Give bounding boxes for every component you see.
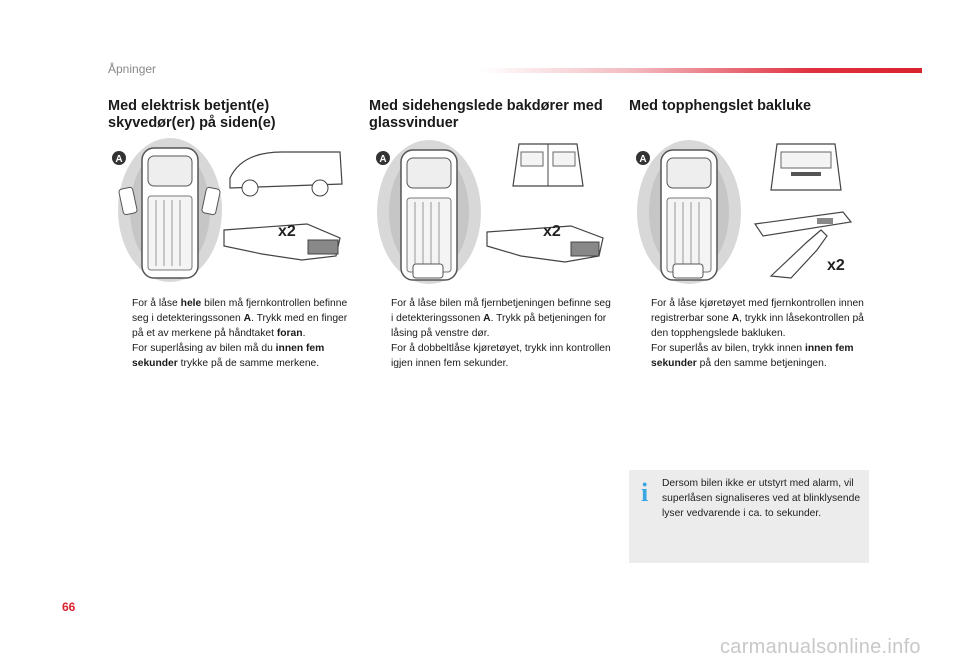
- page-number: 66: [62, 600, 76, 614]
- instruction-list: [631, 296, 871, 371]
- x2-label: x2: [827, 257, 845, 274]
- column-tailgate: [629, 98, 869, 115]
- zone-a-label: A: [115, 154, 123, 165]
- x2-label: x2: [543, 223, 561, 240]
- header-accent-bar: [480, 68, 922, 73]
- zone-a-label: A: [379, 154, 387, 165]
- column-sliding-doors: [108, 98, 348, 132]
- info-text: Dersom bilen ikke er utstyrt med alarm, vil superlåsen signaliseres ved at blinklysende lyser vedvarende i ca. to sekunder.: [662, 478, 861, 519]
- x2-label: x2: [278, 223, 296, 240]
- info-icon: i: [641, 478, 649, 507]
- list-item: For å låse hele bilen må fjernkontrollen befinne seg i detekteringssonen A. Trykk med en finger på et av merkene på håndtaket foran.: [132, 298, 348, 339]
- instruction-list: [112, 296, 352, 371]
- list-item: For superlås av bilen, trykk innen innen fem sekunder på den samme betjeningen.: [651, 343, 854, 369]
- info-box: [629, 470, 869, 563]
- zone-a-label: A: [639, 154, 647, 165]
- rear-doors-illustration: [371, 138, 611, 288]
- list-item: For å låse bilen må fjernbetjeningen befinne seg i detekteringssonen A. Trykk på betjeningen for låsing på venstre dør.: [391, 298, 611, 339]
- instruction-list: [371, 296, 611, 371]
- column-title: Med elektrisk betjent(e) skyvedør(er) på siden(e): [108, 98, 276, 131]
- sliding-door-illustration: [112, 138, 352, 288]
- column-rear-doors: [369, 98, 609, 132]
- column-title: Med sidehengslede bakdører med glassvinduer: [369, 98, 603, 131]
- list-item: For superlåsing av bilen må du innen fem sekunder trykke på de samme merkene.: [132, 343, 325, 369]
- list-item: For å låse kjøretøyet med fjernkontrollen innen registrerbar sone A, trykk inn låsekontrollen på den topphengslede bakluken.: [651, 298, 864, 339]
- watermark: carmanualsonline.info: [720, 636, 921, 658]
- list-item: For å dobbeltlåse kjøretøyet, trykk inn kontrollen igjen innen fem sekunder.: [391, 343, 611, 369]
- section-header: Åpninger: [108, 62, 157, 76]
- tailgate-illustration: [631, 138, 871, 288]
- column-title: Med topphengslet bakluke: [629, 98, 812, 114]
